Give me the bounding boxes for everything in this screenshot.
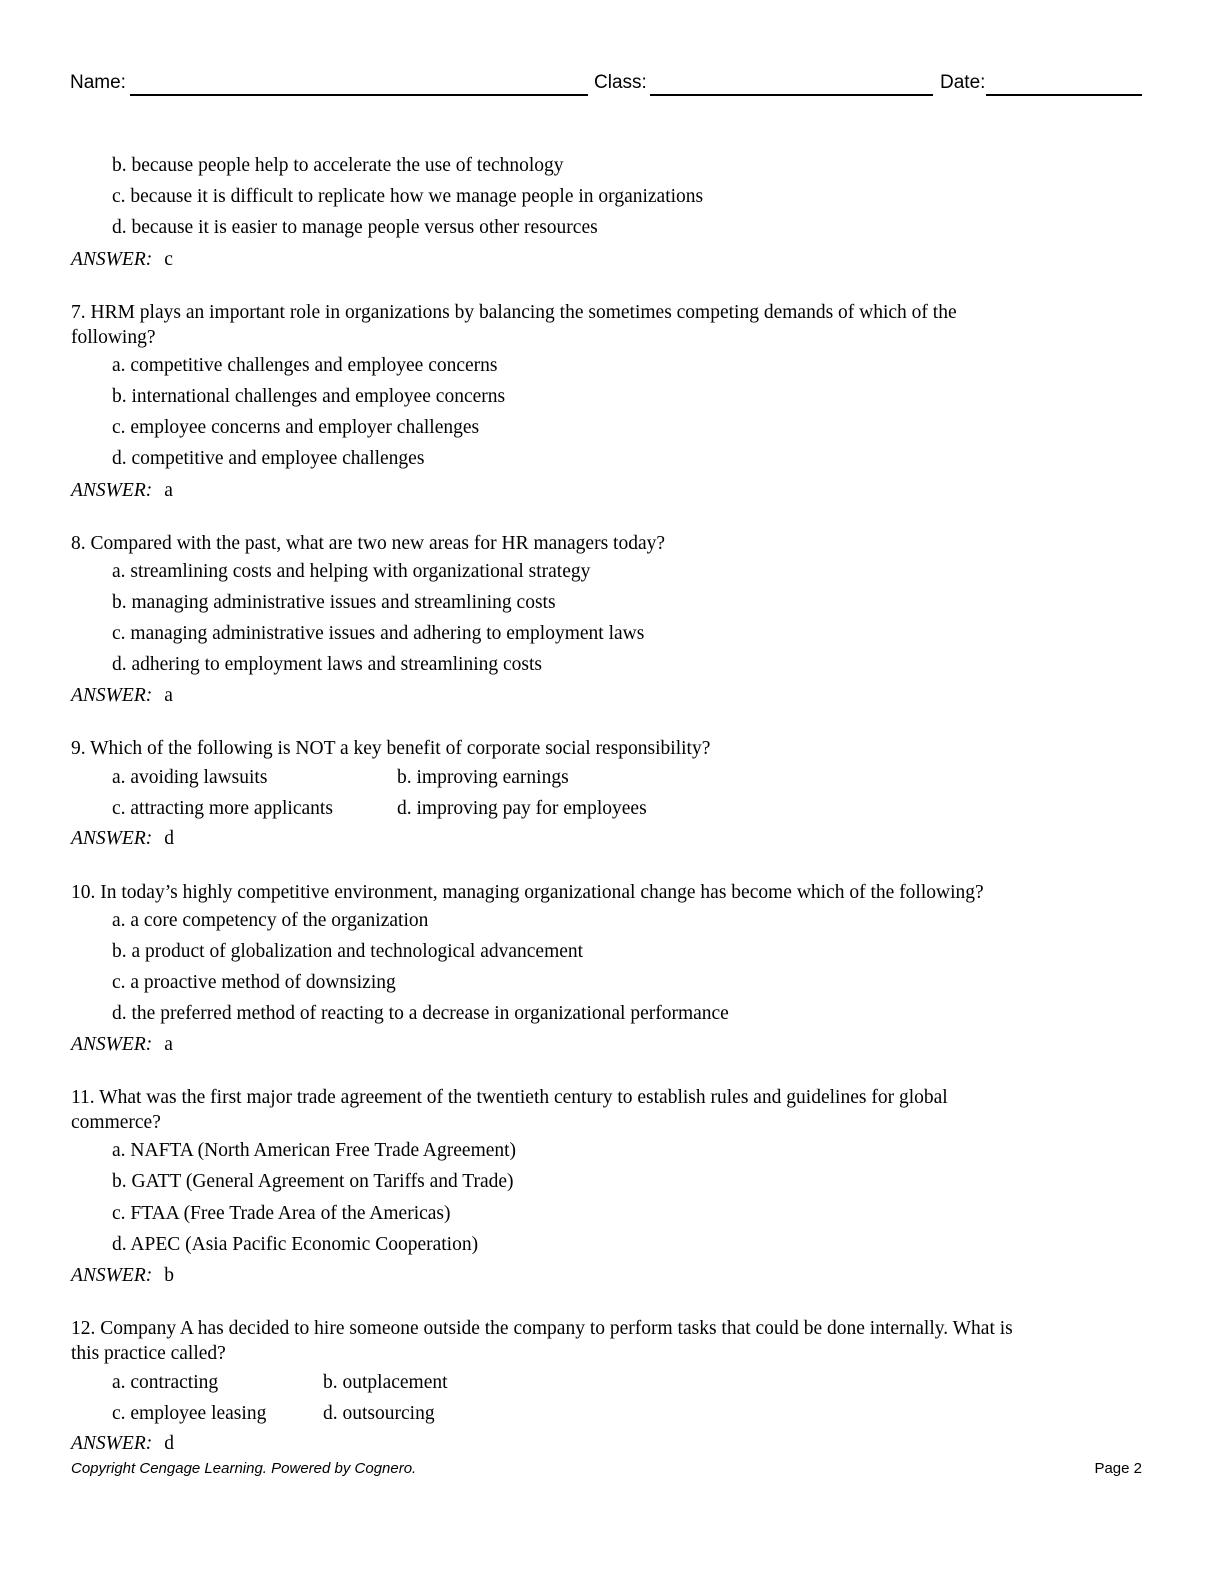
option-11d: d. APEC (Asia Pacific Economic Cooperation)	[112, 1234, 479, 1255]
answer-11	[71, 1263, 174, 1289]
answer-9	[71, 826, 174, 852]
class-field[interactable]	[650, 94, 933, 96]
answer-value: a	[164, 1034, 173, 1055]
option-9c: c. attracting more applicants	[112, 798, 333, 819]
option-8c: c. managing administrative issues and adhering to employment laws	[112, 623, 645, 644]
answer-value: b	[164, 1265, 174, 1286]
question-11-text-cont: commerce?	[71, 1112, 161, 1133]
footer-copyright: Copyright Cengage Learning. Powered by Cognero.	[71, 1460, 417, 1477]
answer-value: a	[164, 685, 173, 706]
option-10c: c. a proactive method of downsizing	[112, 972, 396, 993]
name-label: Name:	[70, 72, 126, 93]
header	[70, 70, 1142, 98]
option-10a: a. a core competency of the organization	[112, 910, 429, 931]
question-9-text: 9. Which of the following is NOT a key benefit of corporate social responsibility?	[71, 738, 711, 759]
question-7-text: 7. HRM plays an important role in organizations by balancing the sometimes competing demands of which of the	[71, 302, 957, 323]
question-12-text-cont: this practice called?	[71, 1343, 226, 1364]
answer-label: ANSWER:	[71, 480, 153, 501]
option-8a: a. streamlining costs and helping with organizational strategy	[112, 561, 591, 582]
option-11a: a. NAFTA (North American Free Trade Agreement)	[112, 1140, 517, 1161]
option-6b: b. because people help to accelerate the use of technology	[112, 155, 564, 176]
answer-7	[71, 478, 173, 504]
option-7c: c. employee concerns and employer challenges	[112, 417, 480, 438]
answer-6	[71, 247, 173, 273]
option-9a: a. avoiding lawsuits	[112, 767, 268, 788]
option-12a: a. contracting	[112, 1372, 219, 1393]
option-8b: b. managing administrative issues and streamlining costs	[112, 592, 556, 613]
answer-value: c	[164, 249, 173, 270]
option-8d: d. adhering to employment laws and streamlining costs	[112, 654, 542, 675]
option-7b: b. international challenges and employee concerns	[112, 386, 506, 407]
option-11c: c. FTAA (Free Trade Area of the Americas)	[112, 1203, 451, 1224]
class-label: Class:	[594, 72, 647, 93]
question-8-text: 8. Compared with the past, what are two new areas for HR managers today?	[71, 533, 666, 554]
date-label: Date:	[940, 72, 986, 93]
question-12-text: 12. Company A has decided to hire someone outside the company to perform tasks that could be done internally. What is	[71, 1318, 1013, 1339]
answer-value: a	[164, 480, 173, 501]
answer-value: d	[164, 828, 174, 849]
answer-label: ANSWER:	[71, 1433, 153, 1454]
option-9d: d. improving pay for employees	[397, 798, 647, 819]
page-number: Page 2	[1094, 1460, 1142, 1477]
option-6c: c. because it is difficult to replicate how we manage people in organizations	[112, 186, 704, 207]
answer-label: ANSWER:	[71, 1034, 153, 1055]
answer-8	[71, 683, 173, 709]
option-11b: b. GATT (General Agreement on Tariffs and Trade)	[112, 1171, 514, 1192]
question-7-text-cont: following?	[71, 327, 156, 348]
option-12b: b. outplacement	[323, 1372, 448, 1393]
answer-12	[71, 1431, 174, 1457]
answer-10	[71, 1032, 173, 1058]
question-11-text: 11. What was the first major trade agreement of the twentieth century to establish rules and guidelines for global	[71, 1087, 948, 1108]
option-12d: d. outsourcing	[323, 1403, 435, 1424]
option-10d: d. the preferred method of reacting to a decrease in organizational performance	[112, 1003, 729, 1024]
date-field[interactable]	[986, 94, 1142, 96]
option-7a: a. competitive challenges and employee concerns	[112, 355, 498, 376]
name-field[interactable]	[130, 94, 588, 96]
answer-label: ANSWER:	[71, 685, 153, 706]
answer-label: ANSWER:	[71, 249, 153, 270]
answer-value: d	[164, 1433, 174, 1454]
option-6d: d. because it is easier to manage people versus other resources	[112, 217, 598, 238]
answer-label: ANSWER:	[71, 828, 153, 849]
option-7d: d. competitive and employee challenges	[112, 448, 425, 469]
option-10b: b. a product of globalization and technological advancement	[112, 941, 584, 962]
option-12c: c. employee leasing	[112, 1403, 267, 1424]
answer-label: ANSWER:	[71, 1265, 153, 1286]
question-10-text: 10. In today’s highly competitive environment, managing organizational change has become which of the following?	[71, 882, 984, 903]
option-9b: b. improving earnings	[397, 767, 569, 788]
